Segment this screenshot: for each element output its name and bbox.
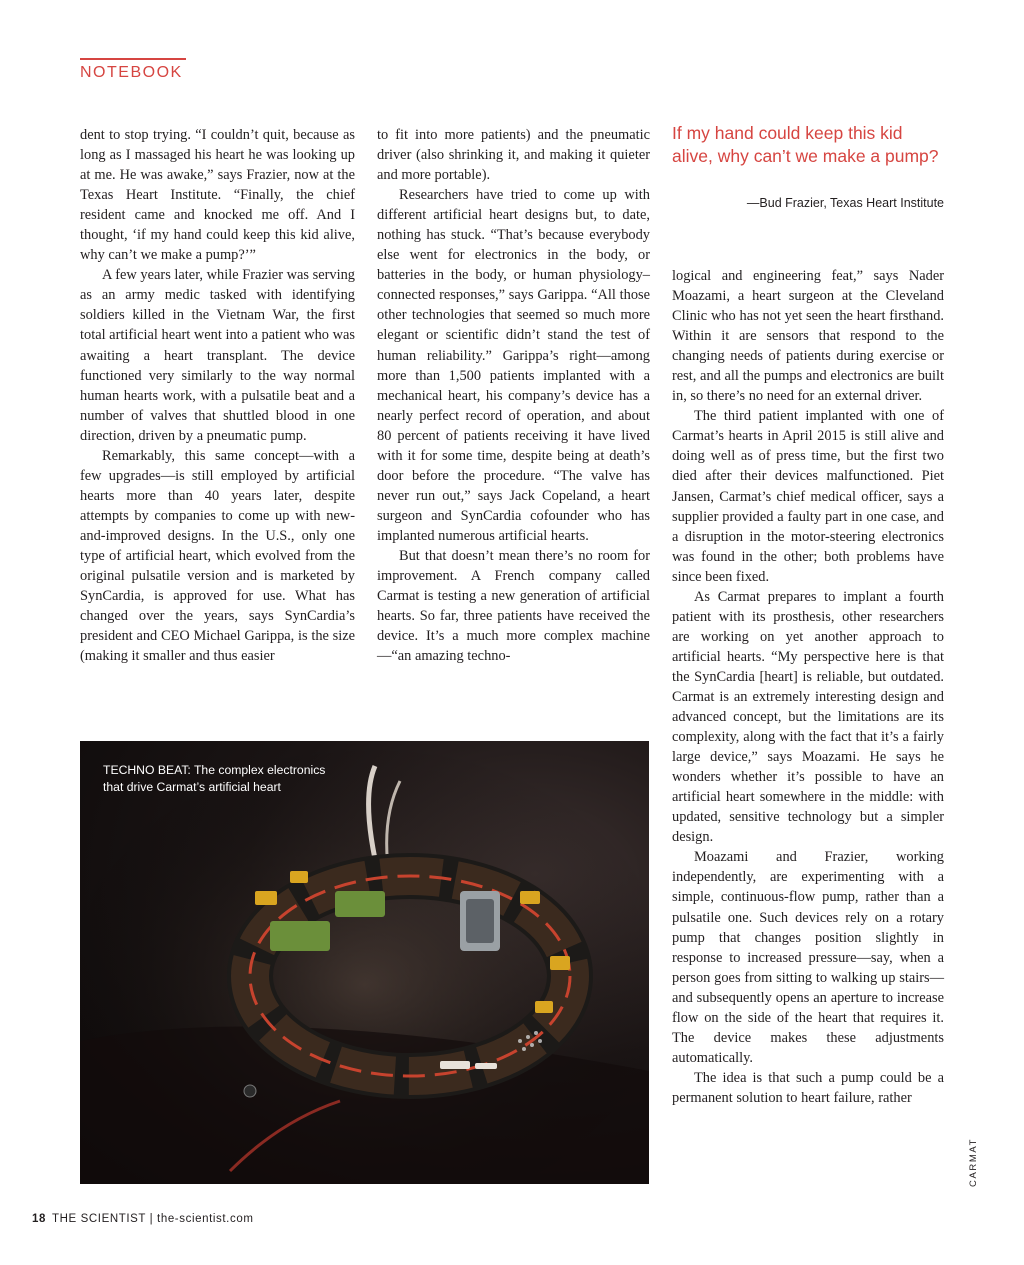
paragraph: As Carmat prepares to implant a fourth patient with its prosthesis, other researchers are working on yet another approach to artificial hearts. “My perspective here is that the SynCardia [heart] is reliable, but outdated. Carmat is an extremely interesting design and advanced concept, but the limitations are its complexity, along with the fact that it’s a fairly large device,” says Moazami. He says he wonders whether it’s possible to have an artificial heart somewhere in the middle: with updated, sensitive technology but a simpler design. <box>672 588 944 846</box>
photo-caption <box>103 762 343 796</box>
paragraph: logical and engineering feat,” says Nader Moazami, a heart surgeon at the Cleveland Clinic who has not yet seen the heart firsthand. Within it are sensors that respond to the changing needs of patients during exercise or rest, and all the pumps and electronics are built in, so there’s no need for an external driver. <box>672 268 944 405</box>
pull-quote-attribution: —Bud Frazier, Texas Heart Institute <box>746 196 944 210</box>
article-column-1 <box>80 125 355 666</box>
paragraph: dent to stop trying. “I couldn’t quit, because as long as I massaged his heart he was looking up at me. He was awake,” says Frazier, now at the Texas Heart Institute. “Finally, the chief resident came and knocked me off. And I thought, ‘if my hand could keep this kid alive, why can’t we make a pump?’” <box>80 127 355 264</box>
paragraph: The third patient implanted with one of Carmat’s hearts in April 2015 is still alive and doing well as of press time, but the first two died after their devices malfunctioned. Piet Jansen, Carmat’s chief medical officer, says a supplier provided a faulty part in one case, and a disruption in the motor-steering electronics was found in the other; both problems have since been fixed. <box>672 408 944 585</box>
footer-text: THE SCIENTIST | the-scientist.com <box>52 1213 254 1225</box>
article-column-3 <box>672 266 944 1108</box>
photo-credit: CARMAT <box>968 1137 979 1187</box>
circuit-board-illustration <box>80 741 649 1184</box>
page-number: 18 <box>32 1213 46 1225</box>
caption-heading: TECHNO BEAT: <box>103 763 191 777</box>
caption-text: The complex electronics that drive Carmat’s artificial heart <box>103 763 326 794</box>
paragraph: Researchers have tried to come up with different artificial heart designs but, to date, nothing has stuck. “That’s because everybody else went for electronics in the body, or batteries in the body, or human physiology–connected responses,” says Garippa. “All those other technologies that seemed so much more elegant or scientific didn’t stand the test of human reliability.” Garippa’s right—among more than 1,500 patients implanted with a mechanical heart, his company’s device has a nearly perfect record of operation, and about 80 percent of patients receiving it have lived with it for some time, despite being at death’s door before the procedure. “The valve has never run out,” says Jack Copeland, a heart surgeon and SynCardia cofounder who has implanted numerous artificial hearts. <box>377 187 650 544</box>
article-photo <box>80 741 649 1184</box>
pull-quote: If my hand could keep this kid alive, why can’t we make a pump? <box>672 123 939 166</box>
section-label: NOTEBOOK <box>80 64 183 81</box>
paragraph: The idea is that such a pump could be a permanent solution to heart failure, rather <box>672 1069 944 1106</box>
article-column-2 <box>377 125 650 666</box>
section-rule <box>80 58 186 60</box>
paragraph: A few years later, while Frazier was serving as an army medic tasked with identifying soldiers killed in the Vietnam War, the first total artificial heart went into a patient who was awaiting a heart transplant. The device functioned very similarly to the way normal human hearts work, with a pulsatile beat and a number of valves that shuttled blood in one direction, driven by a pneumatic pump. <box>80 267 355 444</box>
paragraph: Moazami and Frazier, working independently, are experimenting with a simple, continuous-flow pump, rather than a pulsatile one. Such devices rely on a rotary pump that changes position slightly in response to increased pressure—say, when a person goes from sitting to walking up stairs—and subsequently opens an aperture to increase flow on the side of the heart that requires it. The device makes these adjustments automatically. <box>672 849 944 1066</box>
paragraph: Remarkably, this same concept—with a few upgrades—is still employed by artificial hearts more than 40 years later, despite attempts by companies to come up with new-and-improved designs. In the U.S., only one type of artificial heart, which evolved from the original pulsatile version and is marketed by SynCardia, is approved for use. What has changed over the years, says SynCardia’s president and CEO Michael Garippa, is the size (making it smaller and thus easier <box>80 447 355 665</box>
paragraph: to fit into more patients) and the pneumatic driver (also shrinking it, and making it quieter and more portable). <box>377 127 650 184</box>
page-footer <box>32 1213 254 1225</box>
paragraph: But that doesn’t mean there’s no room for improvement. A French company called Carmat is testing a new generation of artificial hearts. So far, three patients have received the device. It’s a much more complex machine—“an amazing techno- <box>377 547 650 665</box>
